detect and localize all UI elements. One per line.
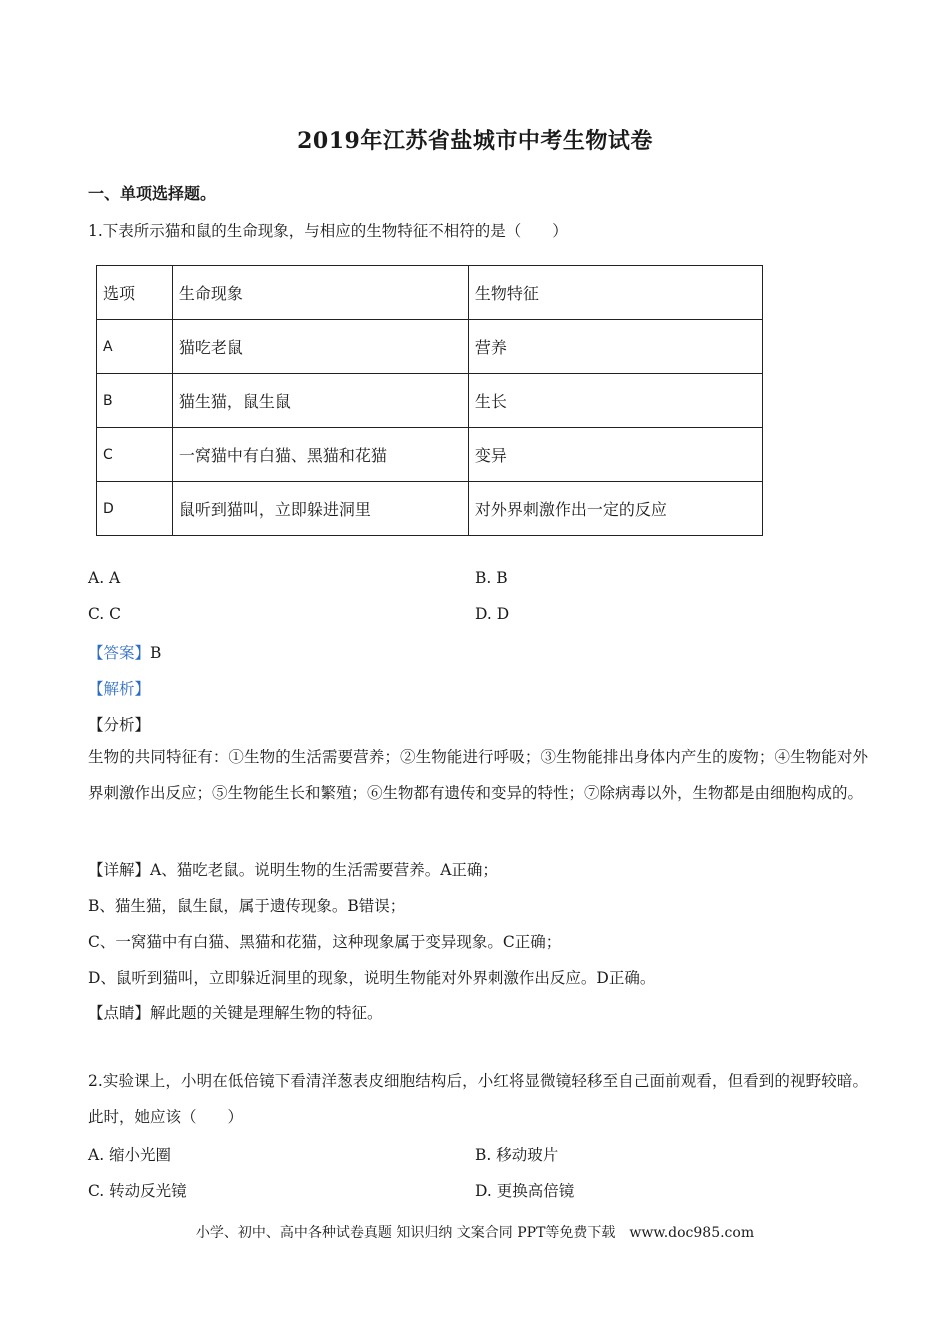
table-cell: 营养 xyxy=(468,320,762,374)
table-cell: A xyxy=(97,320,173,374)
table-cell: 一窝猫中有白猫、黑猫和花猫 xyxy=(172,428,468,482)
table-cell: 生长 xyxy=(468,374,762,428)
table-header-cell: 生命现象 xyxy=(172,266,468,320)
table-cell: D xyxy=(97,482,173,536)
detail-line xyxy=(88,858,498,880)
section-heading: 一、单项选择题。 xyxy=(88,184,217,203)
fenxi-text: 生物的共同特征有：①生物的生活需要营养；②生物能进行呼吸；③生物能排出身体内产生的废物；④生物能对外界刺激作出反应；⑤生物能生长和繁殖；⑥生物都有遗传和变异的特性；⑦除病毒以外，生物都是由细胞构成的。 xyxy=(88,748,868,802)
fenxi-tag: 【分析】 xyxy=(88,716,151,734)
table-header-cell: 选项 xyxy=(97,266,173,320)
analysis-tag: 【解析】 xyxy=(88,680,151,698)
question-2-option-d: D. 更换高倍镜 xyxy=(475,1182,575,1200)
dianjing-text: 解此题的关键是理解生物的特征。 xyxy=(150,1004,383,1022)
page-title: 2019年江苏省盐城市中考生物试卷 xyxy=(297,128,653,154)
question-1-option-b: B. B xyxy=(475,569,508,587)
question-1-table xyxy=(96,265,763,536)
answer-tag: 【答案】 xyxy=(88,644,151,662)
detail-text: A、猫吃老鼠。说明生物的生活需要营养。A正确； xyxy=(150,861,498,879)
question-1-option-c: C. C xyxy=(88,605,122,623)
table-cell: C xyxy=(97,428,173,482)
table-row xyxy=(97,428,763,482)
dianjing-tag: 【点睛】 xyxy=(88,1004,151,1022)
detail-tag: 【详解】 xyxy=(88,861,151,879)
table-header-cell: 生物特征 xyxy=(468,266,762,320)
table-cell: 猫生猫，鼠生鼠 xyxy=(172,374,468,428)
table-cell: 鼠听到猫叫，立即躲进洞里 xyxy=(172,482,468,536)
table-cell: 猫吃老鼠 xyxy=(172,320,468,374)
answer-line xyxy=(88,641,161,663)
question-1-option-a: A. A xyxy=(88,569,121,587)
page-footer: 小学、初中、高中各种试卷真题 知识归纳 文案合同 PPT等免费下载 www.doc985.com xyxy=(195,1225,755,1241)
question-2-option-b: B. 移动玻片 xyxy=(475,1146,559,1164)
question-2-option-a: A. 缩小光圈 xyxy=(88,1146,172,1164)
table-cell: B xyxy=(97,374,173,428)
table-row xyxy=(97,482,763,536)
question-1-stem: 1.下表所示猫和鼠的生命现象，与相应的生物特征不相符的是（ ） xyxy=(88,222,568,240)
table-row xyxy=(97,374,763,428)
question-1-option-d: D. D xyxy=(475,605,510,623)
table-cell: 对外界刺激作出一定的反应 xyxy=(468,482,762,536)
question-2-stem: 2.实验课上，小明在低倍镜下看清洋葱表皮细胞结构后，小红将显微镜轻移至自己面前观看，但看到的视野较暗。此时，她应该（ ） xyxy=(88,1072,868,1126)
dianjing-line xyxy=(88,1001,383,1023)
table-header-row xyxy=(97,266,763,320)
question-2-option-c: C. 转动反光镜 xyxy=(88,1182,187,1200)
table-row xyxy=(97,320,763,374)
detail-line: B、猫生猫，鼠生鼠，属于遗传现象。B错误； xyxy=(88,897,406,915)
table-cell: 变异 xyxy=(468,428,762,482)
answer-value: B xyxy=(150,644,162,662)
detail-line: D、鼠听到猫叫，立即躲近洞里的现象，说明生物能对外界刺激作出反应。D正确。 xyxy=(88,969,656,987)
detail-line: C、一窝猫中有白猫、黑猫和花猫，这种现象属于变异现象。C正确； xyxy=(88,933,562,951)
